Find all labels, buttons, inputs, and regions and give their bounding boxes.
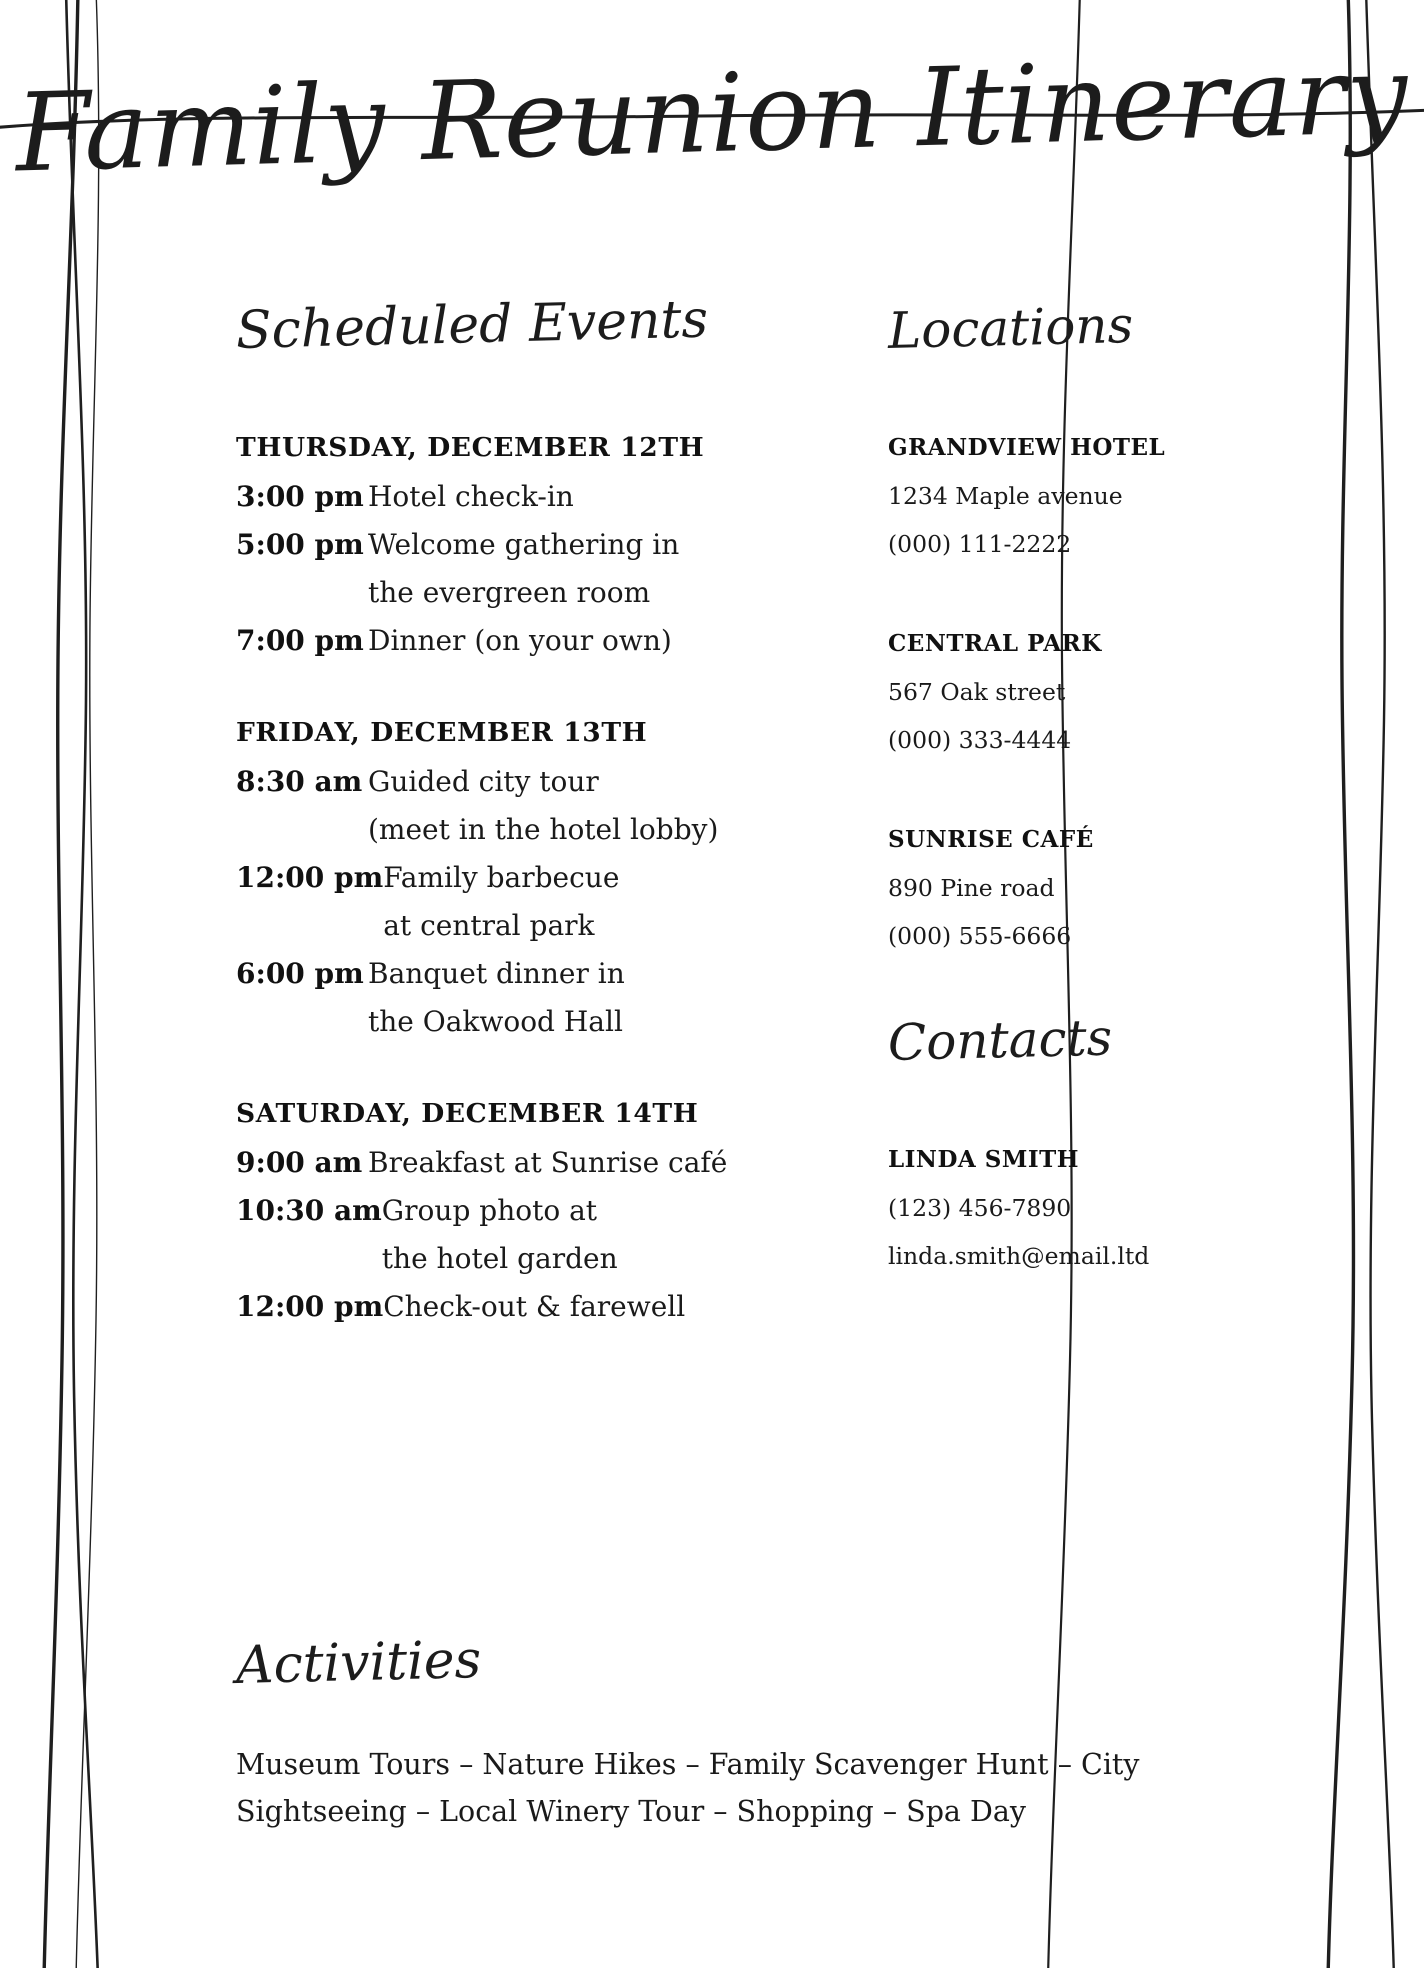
location-block bbox=[888, 620, 1218, 764]
event-description-line-2: (meet in the hotel lobby) bbox=[368, 813, 719, 846]
event-description bbox=[368, 758, 796, 854]
location-phone: (000) 111-2222 bbox=[888, 530, 1072, 558]
page-title: Family Reunion Itinerary bbox=[13, 32, 1411, 197]
event-row bbox=[236, 473, 796, 521]
location-name: CENTRAL PARK bbox=[888, 630, 1102, 657]
event-description-line: Group photo at bbox=[381, 1194, 598, 1227]
event-time: 10:30 am bbox=[236, 1194, 382, 1227]
event-description bbox=[368, 521, 796, 617]
location-block bbox=[888, 816, 1218, 960]
event-description-line: Dinner (on your own) bbox=[368, 624, 672, 657]
event-description bbox=[382, 1187, 796, 1283]
event-description bbox=[383, 1283, 796, 1331]
event-row bbox=[236, 617, 796, 665]
location-name: GRANDVIEW HOTEL bbox=[888, 434, 1166, 461]
event-description-line: Hotel check-in bbox=[368, 480, 574, 513]
event-description-line: Family barbecue bbox=[383, 861, 620, 894]
scheduled-events-column bbox=[235, 289, 796, 1331]
event-time: 3:00 pm bbox=[236, 480, 364, 513]
day-block bbox=[236, 1090, 796, 1331]
event-row bbox=[236, 1283, 796, 1331]
event-description-line: Guided city tour bbox=[368, 765, 599, 798]
activities-section bbox=[235, 1630, 1166, 1835]
event-description-line-2: at central park bbox=[383, 909, 595, 942]
event-row bbox=[236, 854, 796, 950]
scheduled-events-heading: Scheduled Events bbox=[235, 289, 709, 361]
event-time: 5:00 pm bbox=[236, 528, 364, 561]
location-block bbox=[888, 424, 1218, 568]
day-block bbox=[236, 424, 796, 665]
event-description bbox=[383, 854, 796, 950]
contact-email: linda.smith@email.ltd bbox=[888, 1242, 1150, 1270]
contact-block bbox=[888, 1136, 1218, 1280]
day-title: FRIDAY, DECEMBER 13TH bbox=[236, 717, 648, 748]
activities-list: Museum Tours – Nature Hikes – Family Scavenger Hunt – City Sightseeing – Local Winery Tour – Shopping – Spa Day bbox=[236, 1748, 1140, 1828]
event-row bbox=[236, 1139, 796, 1187]
event-time: 12:00 pm bbox=[236, 861, 384, 894]
contact-phone: (123) 456-7890 bbox=[888, 1194, 1072, 1222]
event-description-line: Welcome gathering in bbox=[368, 528, 680, 561]
event-time: 7:00 pm bbox=[236, 624, 364, 657]
event-description bbox=[368, 617, 796, 665]
event-description-line-2: the hotel garden bbox=[381, 1242, 618, 1275]
day-block bbox=[236, 709, 796, 1046]
event-row bbox=[236, 1187, 796, 1283]
location-name: SUNRISE CAFÉ bbox=[888, 826, 1094, 853]
event-row bbox=[236, 950, 796, 1046]
event-description bbox=[368, 950, 796, 1046]
event-description bbox=[368, 1139, 796, 1187]
activities-heading: Activities bbox=[235, 1630, 482, 1696]
contacts-heading: Contacts bbox=[887, 1008, 1113, 1072]
event-description-line: Check-out & farewell bbox=[383, 1290, 686, 1323]
day-title: THURSDAY, DECEMBER 12TH bbox=[236, 432, 705, 463]
event-description-line-2: the evergreen room bbox=[368, 576, 651, 609]
event-row bbox=[236, 758, 796, 854]
location-address: 1234 Maple avenue bbox=[888, 482, 1123, 510]
event-time: 12:00 pm bbox=[236, 1290, 384, 1323]
title-area bbox=[0, 32, 1424, 200]
event-time: 6:00 pm bbox=[236, 957, 364, 990]
event-description bbox=[368, 473, 796, 521]
locations-heading: Locations bbox=[887, 296, 1134, 360]
event-description-line: Banquet dinner in bbox=[368, 957, 625, 990]
event-row bbox=[236, 521, 796, 617]
event-description-line: Breakfast at Sunrise café bbox=[368, 1146, 728, 1179]
event-description-line-2: the Oakwood Hall bbox=[368, 1005, 623, 1038]
location-phone: (000) 333-4444 bbox=[888, 726, 1072, 754]
location-address: 890 Pine road bbox=[888, 874, 1055, 902]
day-title: SATURDAY, DECEMBER 14TH bbox=[236, 1098, 699, 1129]
event-time: 9:00 am bbox=[236, 1146, 363, 1179]
location-address: 567 Oak street bbox=[888, 678, 1066, 706]
locations-column bbox=[887, 296, 1218, 1332]
location-phone: (000) 555-6666 bbox=[888, 922, 1072, 950]
event-time: 8:30 am bbox=[236, 765, 363, 798]
contact-name: LINDA SMITH bbox=[888, 1146, 1079, 1173]
